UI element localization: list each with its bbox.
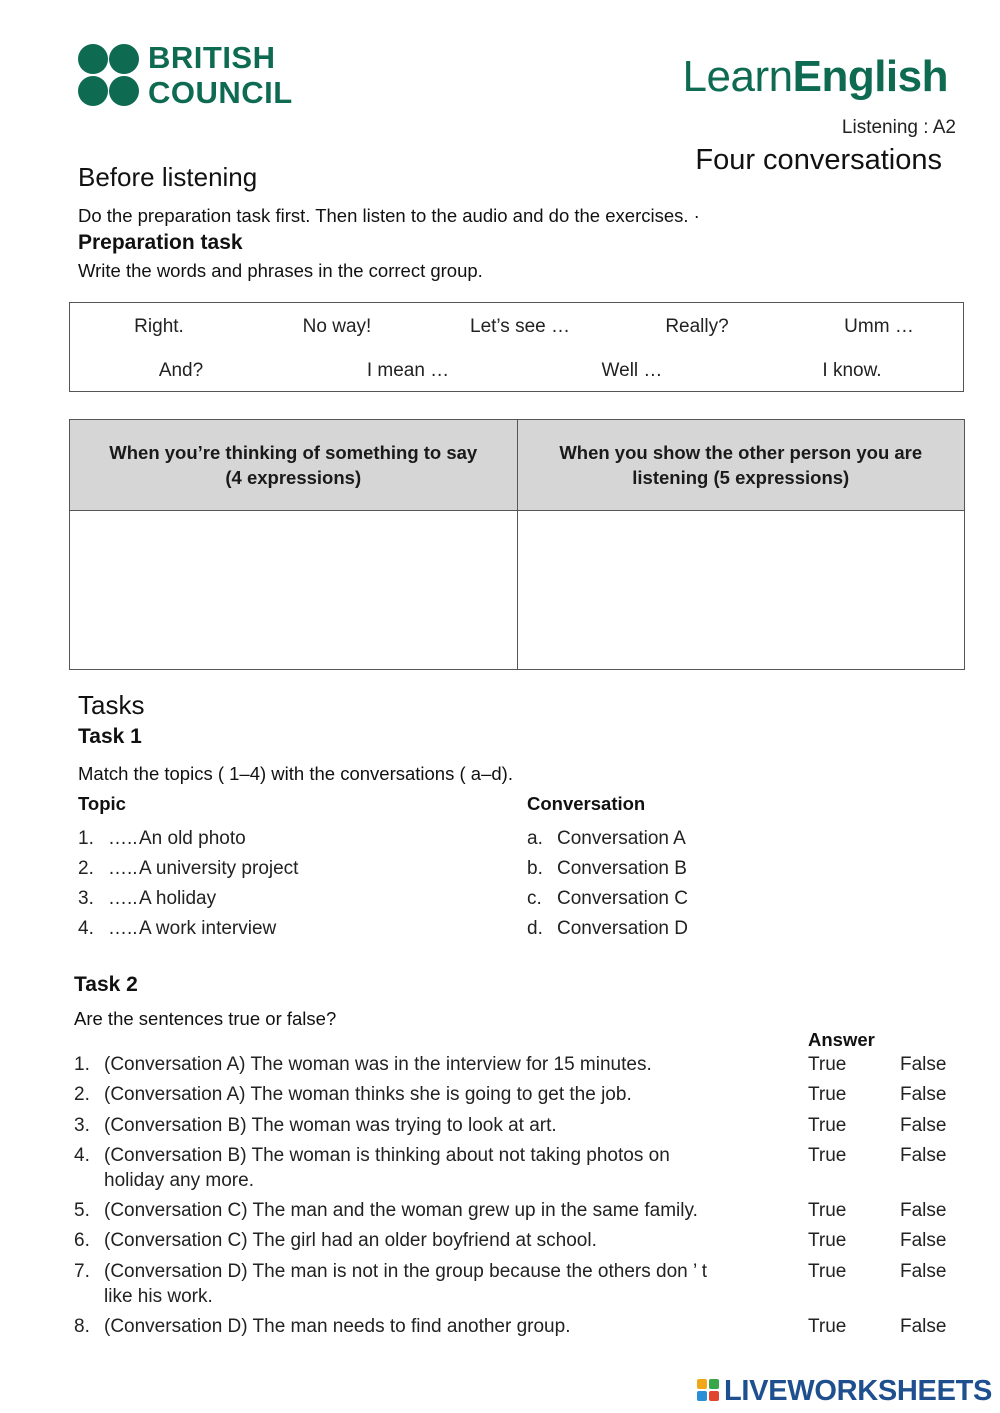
task2-instruction: Are the sentences true or false? — [74, 1008, 337, 1029]
statement-text: (Conversation A) The woman thinks she is going to get the job. — [104, 1084, 632, 1105]
answer-blank[interactable]: ….. — [108, 828, 138, 849]
level-label: Listening : A2 — [841, 117, 956, 138]
statement-text-continued: like his work. — [104, 1286, 213, 1307]
item-number: 3. — [74, 1115, 90, 1136]
watermark-text: LIVEWORKSHEETS — [724, 1375, 993, 1407]
false-option[interactable]: False — [900, 1200, 947, 1221]
word-box — [69, 302, 964, 392]
true-option[interactable]: True — [808, 1316, 847, 1337]
preparation-instruction: Write the words and phrases in the correct group. — [78, 260, 483, 281]
answer-blank[interactable]: ….. — [108, 888, 138, 909]
word-item[interactable]: I know. — [822, 360, 882, 381]
item-number: 5. — [74, 1200, 90, 1221]
learnenglish-logo: LearnEnglish — [682, 52, 948, 101]
answer-column-header: Answer — [808, 1029, 875, 1050]
false-option[interactable]: False — [900, 1261, 947, 1282]
task2-heading: Task 2 — [74, 973, 138, 996]
statement-text: (Conversation B) The woman was trying to look at art. — [104, 1115, 557, 1136]
true-option[interactable]: True — [808, 1145, 847, 1166]
liveworksheets-icon — [697, 1379, 721, 1403]
true-option[interactable]: True — [808, 1084, 847, 1105]
word-item[interactable]: Umm … — [844, 316, 914, 337]
false-option[interactable]: False — [900, 1054, 947, 1075]
item-number: 2. — [74, 1084, 90, 1105]
item-number: 8. — [74, 1316, 90, 1337]
item-number: 6. — [74, 1230, 90, 1251]
true-option[interactable]: True — [808, 1261, 847, 1282]
word-item[interactable]: And? — [158, 360, 204, 381]
true-option[interactable]: True — [808, 1230, 847, 1251]
false-option[interactable]: False — [900, 1115, 947, 1136]
group-header-thinking: When you’re thinking of something to say (4 expressions) — [70, 420, 518, 511]
statement-text: (Conversation D) The man is not in the group because the others don ’ t — [104, 1261, 708, 1282]
statement-text-continued: holiday any more. — [104, 1170, 254, 1191]
word-item[interactable]: I mean … — [366, 360, 450, 381]
before-listening-heading: Before listening — [78, 162, 258, 192]
statement-text: (Conversation D) The man needs to find another group. — [104, 1316, 571, 1337]
statement-text: (Conversation C) The girl had an older boyfriend at school. — [104, 1230, 597, 1251]
false-option[interactable]: False — [900, 1316, 947, 1337]
statement-text: (Conversation B) The woman is thinking about not taking photos on — [104, 1145, 670, 1166]
false-option[interactable]: False — [900, 1084, 947, 1105]
task1-instruction: Match the topics ( 1–4) with the conversations ( a–d). — [78, 763, 513, 784]
british-council-dots-icon — [78, 44, 142, 108]
statement-text: (Conversation A) The woman was in the interview for 15 minutes. — [104, 1054, 652, 1075]
answer-blank[interactable]: ….. — [108, 918, 138, 939]
group-table — [69, 419, 965, 670]
intro-text: Do the preparation task first. Then listen to the audio and do the exercises. · — [78, 205, 700, 226]
word-item[interactable]: Let’s see … — [470, 316, 570, 337]
british-council-logo — [78, 40, 298, 110]
item-number: 4. — [74, 1145, 90, 1166]
true-option[interactable]: True — [808, 1200, 847, 1221]
word-item[interactable]: No way! — [302, 316, 372, 337]
topic-column-header: Topic — [78, 793, 126, 814]
group-drop-zone-thinking[interactable] — [70, 511, 518, 670]
word-item[interactable]: Really? — [665, 316, 729, 337]
false-option[interactable]: False — [900, 1230, 947, 1251]
preparation-task-heading: Preparation task — [78, 231, 243, 254]
conversation-column-header: Conversation — [527, 793, 646, 814]
word-item[interactable]: Right. — [134, 316, 184, 337]
true-option[interactable]: True — [808, 1054, 847, 1075]
answer-blank[interactable]: ….. — [108, 858, 138, 879]
group-drop-zone-listening[interactable] — [517, 511, 965, 670]
task1-heading: Task 1 — [78, 725, 142, 748]
item-number: 7. — [74, 1261, 90, 1282]
brand-name: BRITISH COUNCIL — [148, 40, 293, 110]
word-item[interactable]: Well … — [601, 360, 663, 381]
group-header-listening: When you show the other person you are listening (5 expressions) — [517, 420, 965, 511]
false-option[interactable]: False — [900, 1145, 947, 1166]
page-title: Four conversations — [695, 144, 942, 176]
tasks-heading: Tasks — [78, 690, 145, 720]
item-number: 1. — [74, 1054, 90, 1075]
true-option[interactable]: True — [808, 1115, 847, 1136]
statement-text: (Conversation C) The man and the woman grew up in the same family. — [104, 1200, 698, 1221]
